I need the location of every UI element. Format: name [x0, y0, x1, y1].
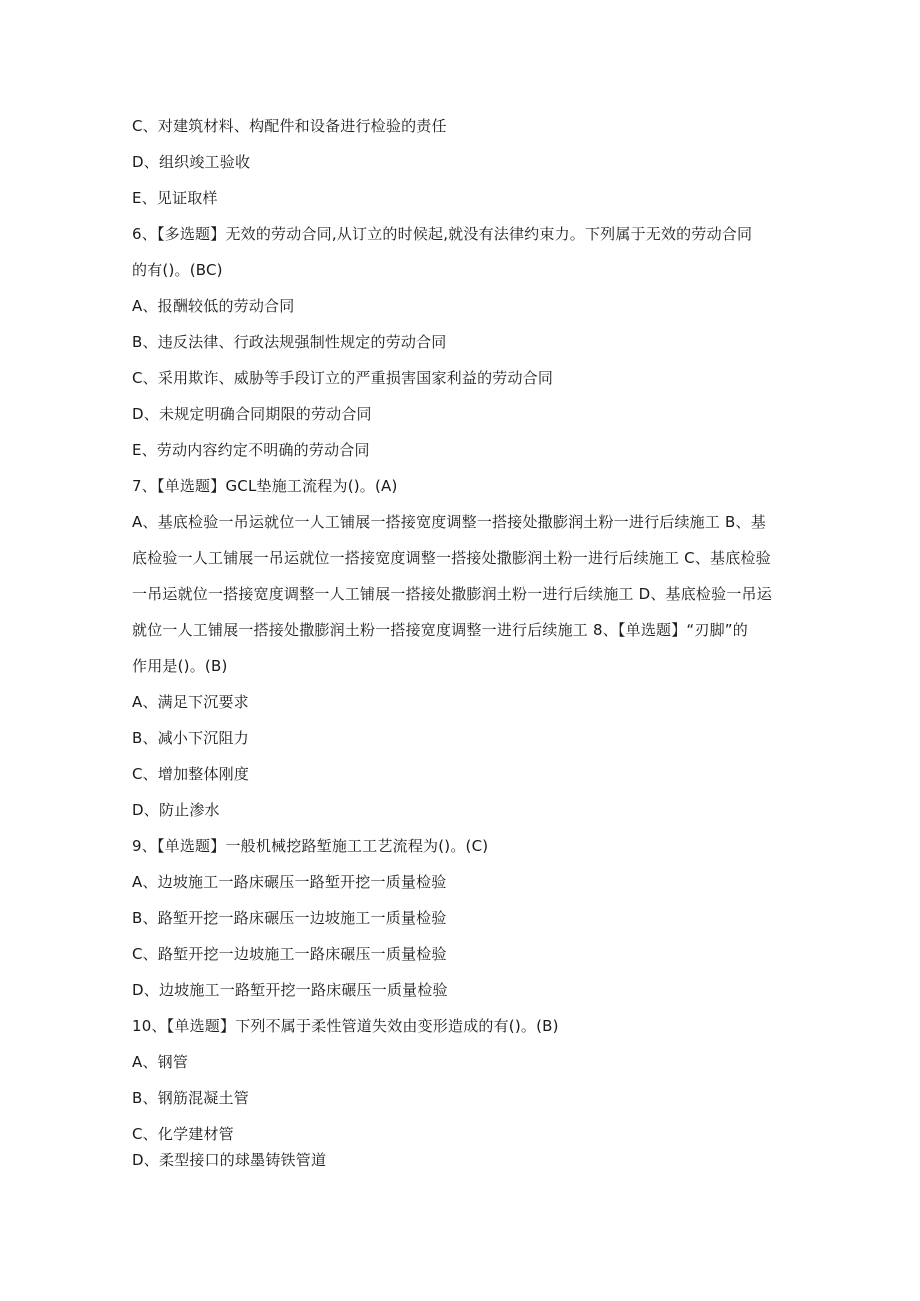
q10-option-d: D、柔型接口的球墨铸铁管道 [132, 1151, 327, 1169]
q7-options-line-2: 底检验一人工铺展一吊运就位一搭接宽度调整一搭接处撒膨润土粉一进行后续施工 C、基底检验 [132, 549, 771, 567]
q6-option-c: C、采用欺诈、威胁等手段订立的严重损害国家利益的劳动合同 [132, 369, 554, 387]
q8-option-a: A、满足下沉要求 [132, 693, 249, 711]
q9-option-b: B、路堑开挖一路床碾压一边坡施工一质量检验 [132, 909, 447, 927]
q6-question-line-1: 6、【多选题】无效的劳动合同,从订立的时候起,就没有法律约束力。下列属于无效的劳动合同 [132, 225, 753, 243]
q9-option-d: D、边坡施工一路堑开挖一路床碾压一质量检验 [132, 981, 448, 999]
q7-question: 7、【单选题】GCL垫施工流程为()。(A) [132, 477, 398, 495]
q6-question-line-2: 的有()。(BC) [132, 261, 223, 279]
q7-options-line-1: A、基底检验一吊运就位一人工铺展一搭接宽度调整一搭接处撒膨润土粉一进行后续施工 B、基 [132, 513, 766, 531]
q10-question: 10、【单选题】下列不属于柔性管道失效由变形造成的有()。(B) [132, 1017, 559, 1035]
q10-option-b: B、钢筋混凝土管 [132, 1089, 249, 1107]
q7-options-line-3: 一吊运就位一搭接宽度调整一人工铺展一搭接处撒膨润土粉一进行后续施工 D、基底检验一吊运 [132, 585, 772, 603]
q6-option-b: B、违反法律、行政法规强制性规定的劳动合同 [132, 333, 447, 351]
q5-option-d: D、组织竣工验收 [132, 153, 251, 171]
q9-option-a: A、边坡施工一路床碾压一路堑开挖一质量检验 [132, 873, 447, 891]
q8-option-d: D、防止渗水 [132, 801, 220, 819]
q5-option-c: C、对建筑材料、构配件和设备进行检验的责任 [132, 117, 447, 135]
q6-option-d: D、未规定明确合同期限的劳动合同 [132, 405, 372, 423]
q9-question: 9、【单选题】一般机械挖路堑施工工艺流程为()。(C) [132, 837, 489, 855]
q6-option-a: A、报酬较低的劳动合同 [132, 297, 295, 315]
q8-question-line-2: 作用是()。(B) [132, 657, 228, 675]
q10-option-a: A、钢管 [132, 1053, 189, 1071]
q7-options-line-4: 就位一人工铺展一搭接处撒膨润土粉一搭接宽度调整一进行后续施工 8、【单选题】“刃脚”的 [132, 621, 748, 639]
q9-option-c: C、路堑开挖一边坡施工一路床碾压一质量检验 [132, 945, 447, 963]
q6-option-e: E、劳动内容约定不明确的劳动合同 [132, 441, 370, 459]
q8-option-c: C、增加整体刚度 [132, 765, 250, 783]
q8-option-b: B、减小下沉阻力 [132, 729, 249, 747]
q10-option-c: C、化学建材管 [132, 1125, 234, 1143]
q5-option-e: E、见证取样 [132, 189, 218, 207]
